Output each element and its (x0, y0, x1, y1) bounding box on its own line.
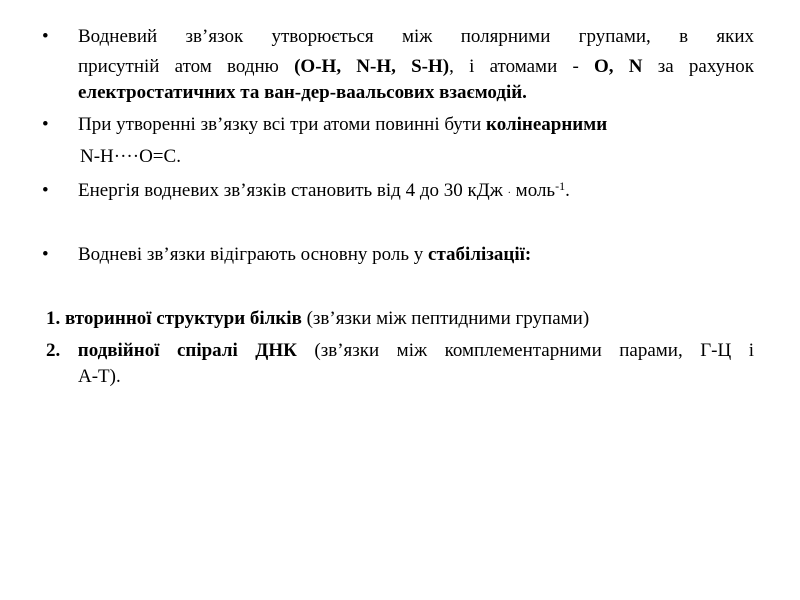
bullet-line (78, 242, 754, 268)
numbered-text: А-Т). (78, 366, 121, 387)
bullet-text: присутній атом водню (78, 56, 295, 77)
numbered-line (46, 338, 754, 364)
bullet-line (78, 54, 754, 80)
bullet-text: Водневий зв’язок утворюється між полярними групами, в яких (78, 26, 754, 47)
bullet-bold-text: (О-Н, N-H, S-H) (294, 56, 450, 77)
numbered-bold-text: 1. вторинної структури білків (46, 308, 302, 329)
numbered-text: (зв’язки між комплементарними парами, Г-Ц і (296, 340, 755, 361)
superscript: -1 (555, 179, 566, 193)
bullet-line (78, 24, 754, 50)
bullet-marker: • (42, 244, 49, 265)
formula: N-H····O=C. (80, 146, 181, 167)
bullet-text: Енергія водневих зв’язків становить від 4 до 30 кДж (78, 180, 508, 201)
bullet-bold-text: колінеарними (486, 114, 608, 135)
bullet-bold-text: О, N (594, 56, 643, 77)
bullet-text: , і атомами - (449, 56, 595, 77)
bullet-line (78, 80, 754, 106)
bullet-text: Водневі зв’язки відіграють основну роль у (78, 244, 429, 265)
bullet-text: за рахунок (642, 56, 755, 77)
bullet-line (78, 112, 754, 138)
bullet-marker: • (42, 26, 49, 47)
bullet-text: моль (510, 180, 556, 201)
bullet-line (78, 178, 754, 207)
multiplication-dot: · (507, 188, 511, 199)
bullet-text: . (565, 180, 570, 201)
bullet-text: При утворенні зв’язку всі три атоми повинні бути (78, 114, 487, 135)
bullet-bold-text: електростатичних та ван-дер-ваальсових взаємодій. (78, 82, 527, 103)
numbered-text: (зв’язки між пептидними групами) (301, 308, 590, 329)
numbered-line (46, 306, 754, 332)
bullet-marker: • (42, 114, 49, 135)
bullet-bold-text: стабілізації: (428, 244, 532, 265)
numbered-line (78, 364, 754, 390)
bullet-marker: • (42, 180, 49, 201)
numbered-bold-text: 2. подвійної спіралі ДНК (46, 340, 297, 361)
